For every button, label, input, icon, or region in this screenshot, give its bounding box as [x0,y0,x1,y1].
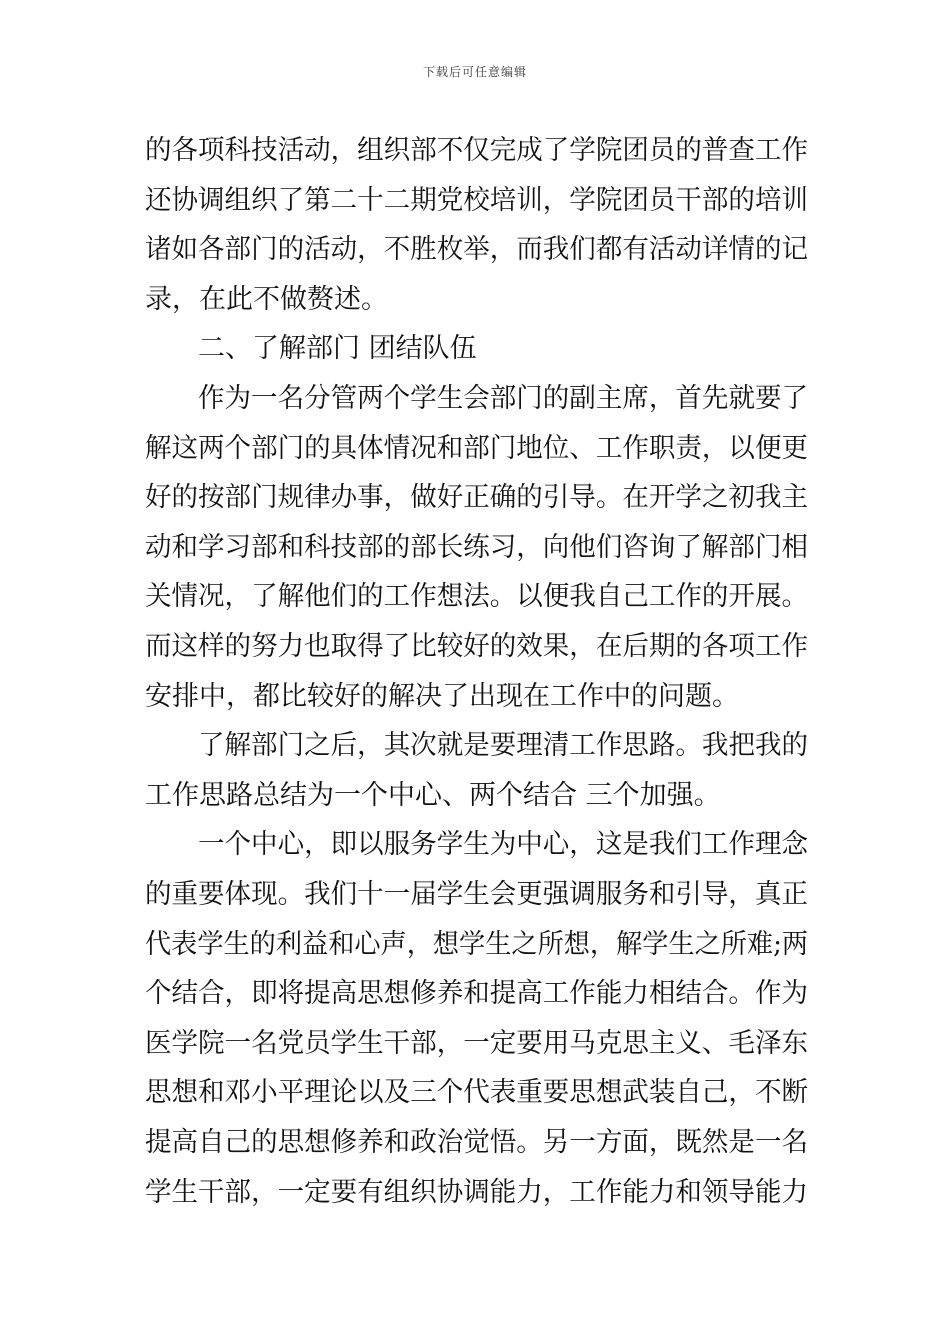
body-line: 录，在此不做赘述。 [145,283,388,315]
header-note: 下载后可任意编辑 [422,65,527,79]
body-line: 医学院一名党员学生干部，一定要用马克思主义、毛泽东 [145,1027,808,1059]
body-line: 关情况，了解他们的工作想法。以便我自己工作的开展。 [145,581,808,613]
body-line: 思想和邓小平理论以及三个代表重要思想武装自己，不断 [145,1077,808,1109]
body-line: 而这样的努力也取得了比较好的效果，在后期的各项工作 [145,631,808,662]
body-line: 个结合，即将提高思想修养和提高工作能力相结合。作为 [145,978,808,1010]
body-line: 学生干部，一定要有组织协调能力，工作能力和领导能力 [145,1176,808,1208]
body-line: 的各项科技活动，组织部不仅完成了学院团员的普查工作 [145,135,808,166]
body-line: 还协调组织了第二十二期党校培训，学院团员干部的培训 [145,184,808,216]
body-line: 工作思路总结为一个中心、两个结合 三个加强。 [145,779,721,811]
body-line: 好的按部门规律办事，做好正确的引导。在开学之初我主 [145,482,808,514]
body-line: 一个中心，即以服务学生为中心，这是我们工作理念 [198,829,809,861]
body-line: 代表学生的利益和心声，想学生之所想，解学生之所难;两 [145,928,809,960]
body-line: 安排中，都比较好的解决了出现在工作中的问题。 [145,680,739,712]
body-line: 提高自己的思想修养和政治觉悟。另一方面，既然是一名 [145,1127,808,1158]
body-line: 解这两个部门的具体情况和部门地位、工作职责，以便更 [145,432,808,464]
body-line: 动和学习部和科技部的部长练习，向他们咨询了解部门相 [145,531,808,563]
body-line: 诸如各部门的活动，不胜枚举，而我们都有活动详情的记 [145,234,808,266]
body-line: 的重要体现。我们十一届学生会更强调服务和引导，真正 [145,879,808,910]
body-line: 作为一名分管两个学生会部门的副主席，首先就要了 [198,383,809,414]
body-line: 二、了解部门 团结队伍 [198,333,477,365]
body-line: 了解部门之后，其次就是要理清工作思路。我把我的 [198,730,809,762]
